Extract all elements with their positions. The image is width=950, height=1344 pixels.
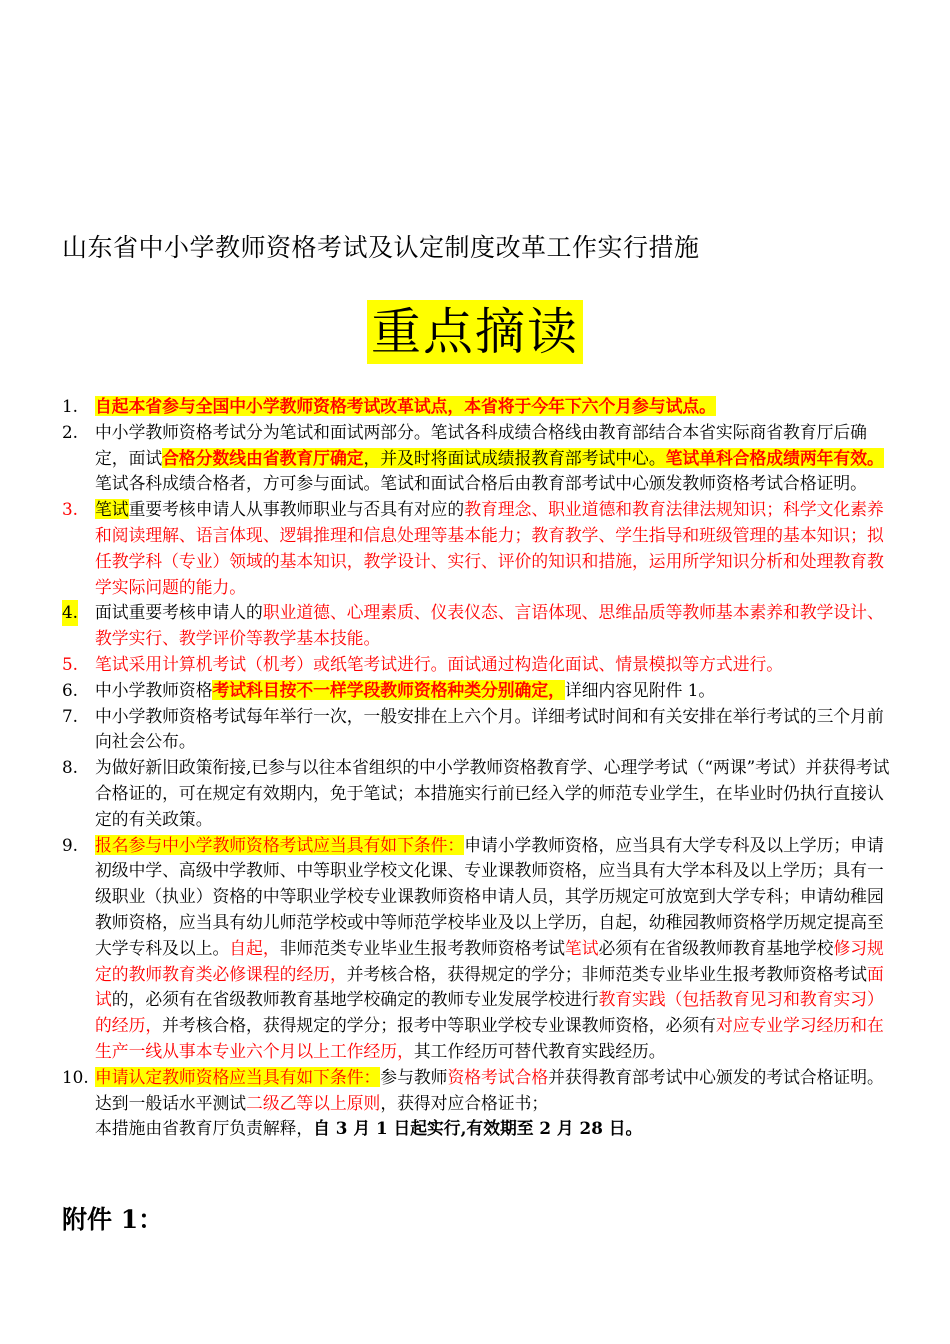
- item-text: 笔试各科成绩合格者，方可参与面试。笔试和面试合格后由教育部考试中心颁发教师资格考试合格证明。: [95, 473, 867, 494]
- item-text: 并考核合格，获得规定的学分；报考中等职业学校专业课教师资格，必须有: [162, 1015, 716, 1036]
- item-text: 面试: [95, 963, 884, 1010]
- list-item: [62, 1065, 898, 1117]
- item-text: 笔试采用计算机考试（机考）或纸笔考试进行。面试通过构造化面试、情景模拟等方式进行。: [95, 653, 784, 674]
- document-title: 山东省中小学教师资格考试及认定制度改革工作实行措施: [62, 233, 700, 262]
- item-text: 自起，: [229, 937, 280, 958]
- closing-text: 本措施由省教育厅负责解释，: [95, 1118, 314, 1139]
- list-item: [62, 652, 898, 678]
- item-number: 4.: [62, 600, 78, 626]
- item-number: 7.: [62, 705, 79, 726]
- item-text: 笔试: [95, 499, 129, 520]
- key-points-list: [62, 394, 898, 1142]
- item-text: 教育理念、职业道德和教育法律法规知识；科学文化素养和阅读理解、语言体现、逻辑推理和信息处理等基本能力；教育教学、学生指导和班级管理的基本知识；拟任教学科（专业）领域的基本知识，教学设计、实行、评价的知识和措施，运用所学知识分析和处理教育教学实际问题的能力。: [95, 499, 884, 597]
- item-text: 职业道德、心理素质、仪表仪态、言语体现、思维品质等教师基本素养和教学设计、教学实行、教学评价等教学基本技能。: [95, 602, 884, 649]
- item-text: 合格分数线由省教育厅确定: [162, 447, 364, 468]
- item-text: 中小学教师资格考试每年举行一次，一般安排在上六个月。详细考试时间和有关安排在举行考试的三个月前向社会公布。: [95, 705, 884, 752]
- item-text: 笔试: [564, 937, 599, 958]
- item-number: 1.: [62, 396, 79, 416]
- item-text: ，获得对应合格证书；: [380, 1092, 549, 1113]
- item-text: 教育实践（包括教育见习和教育实习）的经历，: [95, 989, 884, 1036]
- key-points-headline: 重点摘读: [367, 300, 583, 364]
- item-text: 并考核合格，获得规定的学分；非师范类专业毕业生报考教师资格考试: [346, 963, 867, 984]
- item-number: 9.: [62, 834, 79, 855]
- item-text: 参与教师: [380, 1066, 448, 1087]
- item-text: 自起本省参与全国中小学教师资格考试改革试点，本省将于今年下六个月参与试点。: [95, 396, 716, 416]
- item-number: 3.: [62, 499, 79, 520]
- list-item: [62, 600, 898, 652]
- item-text: 笔试单科合格成绩两年有效。: [665, 447, 884, 468]
- item-number: 10.: [62, 1066, 89, 1087]
- item-text: 详细内容见附件 1。: [564, 679, 716, 700]
- list-item: [62, 704, 898, 756]
- item-text: 非师范类专业毕业生报考教师资格考试: [279, 937, 565, 958]
- item-text: 其工作经历可替代教育实践经历。: [413, 1040, 666, 1061]
- item-text: 并获得教育部考试中心颁发的考试合格证明。达到一般话水平测试: [95, 1066, 884, 1113]
- item-text: 考试科目按不一样学段教师资格种类分别确定，: [212, 679, 565, 700]
- list-item: [62, 394, 898, 420]
- effective-date-text: 自 3 月 1 日起实行,有效期至 2 月 28 日。: [313, 1118, 643, 1139]
- item-number: 8.: [62, 757, 79, 778]
- item-text: 修习规定的教师教育类必修课程的经历，: [95, 937, 884, 984]
- item-text: 对应专业学习经历和在生产一线从事本专业六个月以上工作经历，: [95, 1015, 884, 1061]
- item-text: 面试重要考核申请人的: [95, 602, 263, 623]
- item-text: 重要考核申请人从事教师职业与否具有对应的: [128, 499, 465, 520]
- item-text: 申请认定教师资格应当具有如下条件：: [95, 1066, 381, 1087]
- list-item: [62, 420, 898, 497]
- item-text: 中小学教师资格: [95, 679, 213, 700]
- list-item: [62, 497, 898, 600]
- item-text: ，并及时将面试成绩报教育部考试中心。: [363, 447, 666, 468]
- item-text: 申请小学教师资格，应当具有大学专科及以上学历；申请初级中学、高级中学教师、中等职业学校文化课、专业课教师资格，应当具有大学本科及以上学历；具有一级职业（执业）资格的中等职业学校专业课教师资格申请人员，其学历规定可放宽到大学专科；申请幼稚园教师资格，应当具有幼儿师范学校或中等师范学校毕业及以上学历，自起，幼稚园教师资格学历规定提高至大学专科及以上。: [95, 834, 884, 958]
- item-text: 的，必须有在省级教师教育基地学校确定的教师专业发展学校进行: [111, 989, 599, 1010]
- list-item: [62, 678, 898, 704]
- item-text: 报名参与中小学教师资格考试应当具有如下条件：: [95, 834, 465, 855]
- headline-container: [0, 300, 950, 364]
- item-number: 5.: [62, 653, 79, 674]
- list-item: [62, 755, 898, 832]
- attachment-heading: 附件 1：: [62, 1205, 164, 1234]
- item-number: 2.: [62, 421, 79, 442]
- item-text: 二级乙等以上原则: [246, 1092, 381, 1113]
- item-number: 6.: [62, 679, 79, 700]
- item-text: 为做好新旧政策衔接,已参与以往本省组织的中小学教师资格教育学、心理学考试（“两课”考试）并获得考试合格证的，可在规定有效期内，免于笔试；本措施实行前已经入学的师范专业学生，在毕业时仍执行直接认定的有关政策。: [95, 757, 890, 829]
- list-item: [62, 833, 898, 1065]
- closing-statement: [62, 1116, 898, 1142]
- item-text: 必须有在省级教师教育基地学校: [598, 937, 834, 958]
- item-text: 资格考试合格: [447, 1066, 549, 1087]
- item-text: 中小学教师资格考试分为笔试和面试两部分。笔试各科成绩合格线由教育部结合本省实际商省教育厅后确定，面试: [95, 421, 867, 468]
